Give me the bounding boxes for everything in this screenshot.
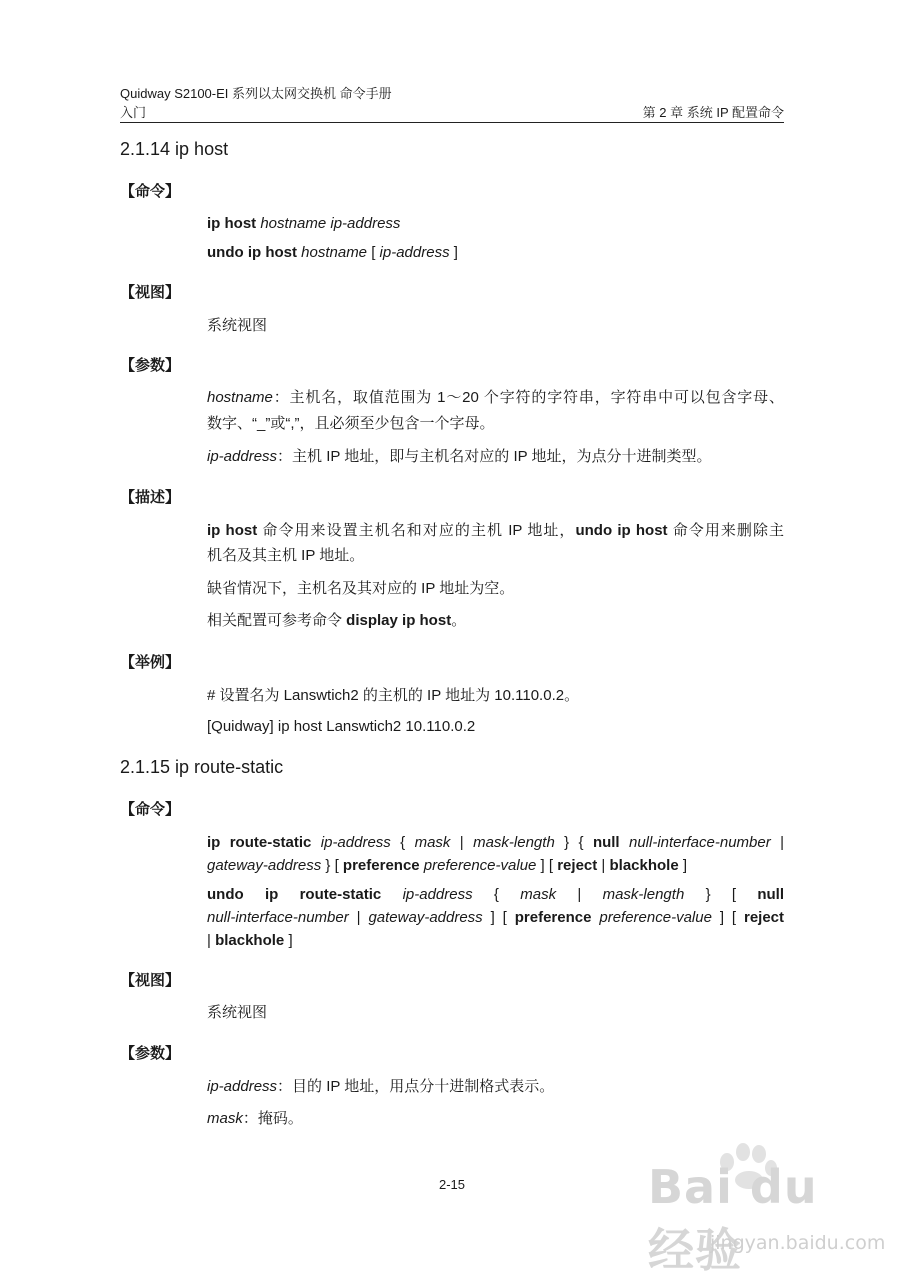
view-text: 系统视图 — [207, 317, 268, 334]
view-text-2: 系统视图 — [207, 1004, 268, 1021]
param-hostname-cont: 数字、“_”或“,”，且必须至少包含一个字母。 — [207, 415, 495, 432]
route-undo-line-1: undo ip route-static ip-address { mask | mask-length } [ null — [207, 886, 785, 903]
page-number: 2-15 — [438, 1177, 466, 1192]
param-ip-address: ip-address：主机 IP 地址，即与主机名对应的 IP 地址，为点分十进制类型。 — [207, 448, 712, 465]
example-command: [Quidway] ip host Lanswtich2 10.110.0.2 — [207, 718, 476, 735]
label-params: 【参数】 — [120, 357, 181, 374]
desc-line-2: 缺省情况下，主机名及其对应的 IP 地址为空。 — [207, 580, 515, 597]
route-undo-line-2: null-interface-number | gateway-address ] [ preference preference-value ] [ reject — [207, 909, 785, 926]
label-command: 【命令】 — [120, 183, 181, 200]
label-example: 【举例】 — [120, 654, 181, 671]
doc-header-title: Quidway S2100-EI 系列以太网交换机 命令手册 — [120, 86, 392, 101]
baidu-watermark — [640, 1140, 886, 1277]
label-view: 【视图】 — [120, 284, 181, 301]
command-line-2: undo ip host hostname [ ip-address ] — [207, 244, 458, 261]
param-mask: mask：掩码。 — [207, 1110, 303, 1127]
label-params-2: 【参数】 — [120, 1045, 181, 1062]
route-command-line-1: ip route-static ip-address { mask | mask-length } { null null-interface-number | — [207, 834, 784, 851]
param-ip-address-2: ip-address：目的 IP 地址，用点分十进制格式表示。 — [207, 1078, 555, 1095]
label-view-2: 【视图】 — [120, 972, 181, 989]
param-hostname: hostname：主机名，取值范围为 1～20 个字符的字符串，字符串中可以包含字母、 — [207, 389, 784, 406]
route-undo-line-3: | blackhole ] — [207, 932, 293, 949]
section-title-ip-host: 2.1.14 ip host — [120, 139, 229, 159]
desc-line-1: ip host 命令用来设置主机名和对应的主机 IP 地址，undo ip host 命令用来删除主 — [207, 522, 784, 539]
doc-header-section: 入门 — [120, 105, 147, 120]
section-title-ip-route-static: 2.1.15 ip route-static — [120, 757, 284, 777]
header-rule — [120, 122, 784, 123]
watermark-url: jingyan.baidu.com — [710, 1232, 886, 1254]
doc-header-chapter: 第 2 章 系统 IP 配置命令 — [642, 105, 784, 120]
watermark-logo: Bai du 经验 — [648, 1160, 818, 1277]
desc-line-3: 相关配置可参考命令 display ip host。 — [207, 612, 467, 629]
example-comment: # 设置名为 Lanswtich2 的主机的 IP 地址为 10.110.0.2。 — [207, 687, 580, 704]
label-command-2: 【命令】 — [120, 801, 181, 818]
desc-line-1-cont: 机名及其主机 IP 地址。 — [207, 547, 365, 564]
command-line-1: ip host hostname ip-address — [207, 215, 401, 232]
route-command-line-2: gateway-address } [ preference preference-value ] [ reject | blackhole ] — [207, 857, 688, 874]
label-description: 【描述】 — [120, 489, 181, 506]
